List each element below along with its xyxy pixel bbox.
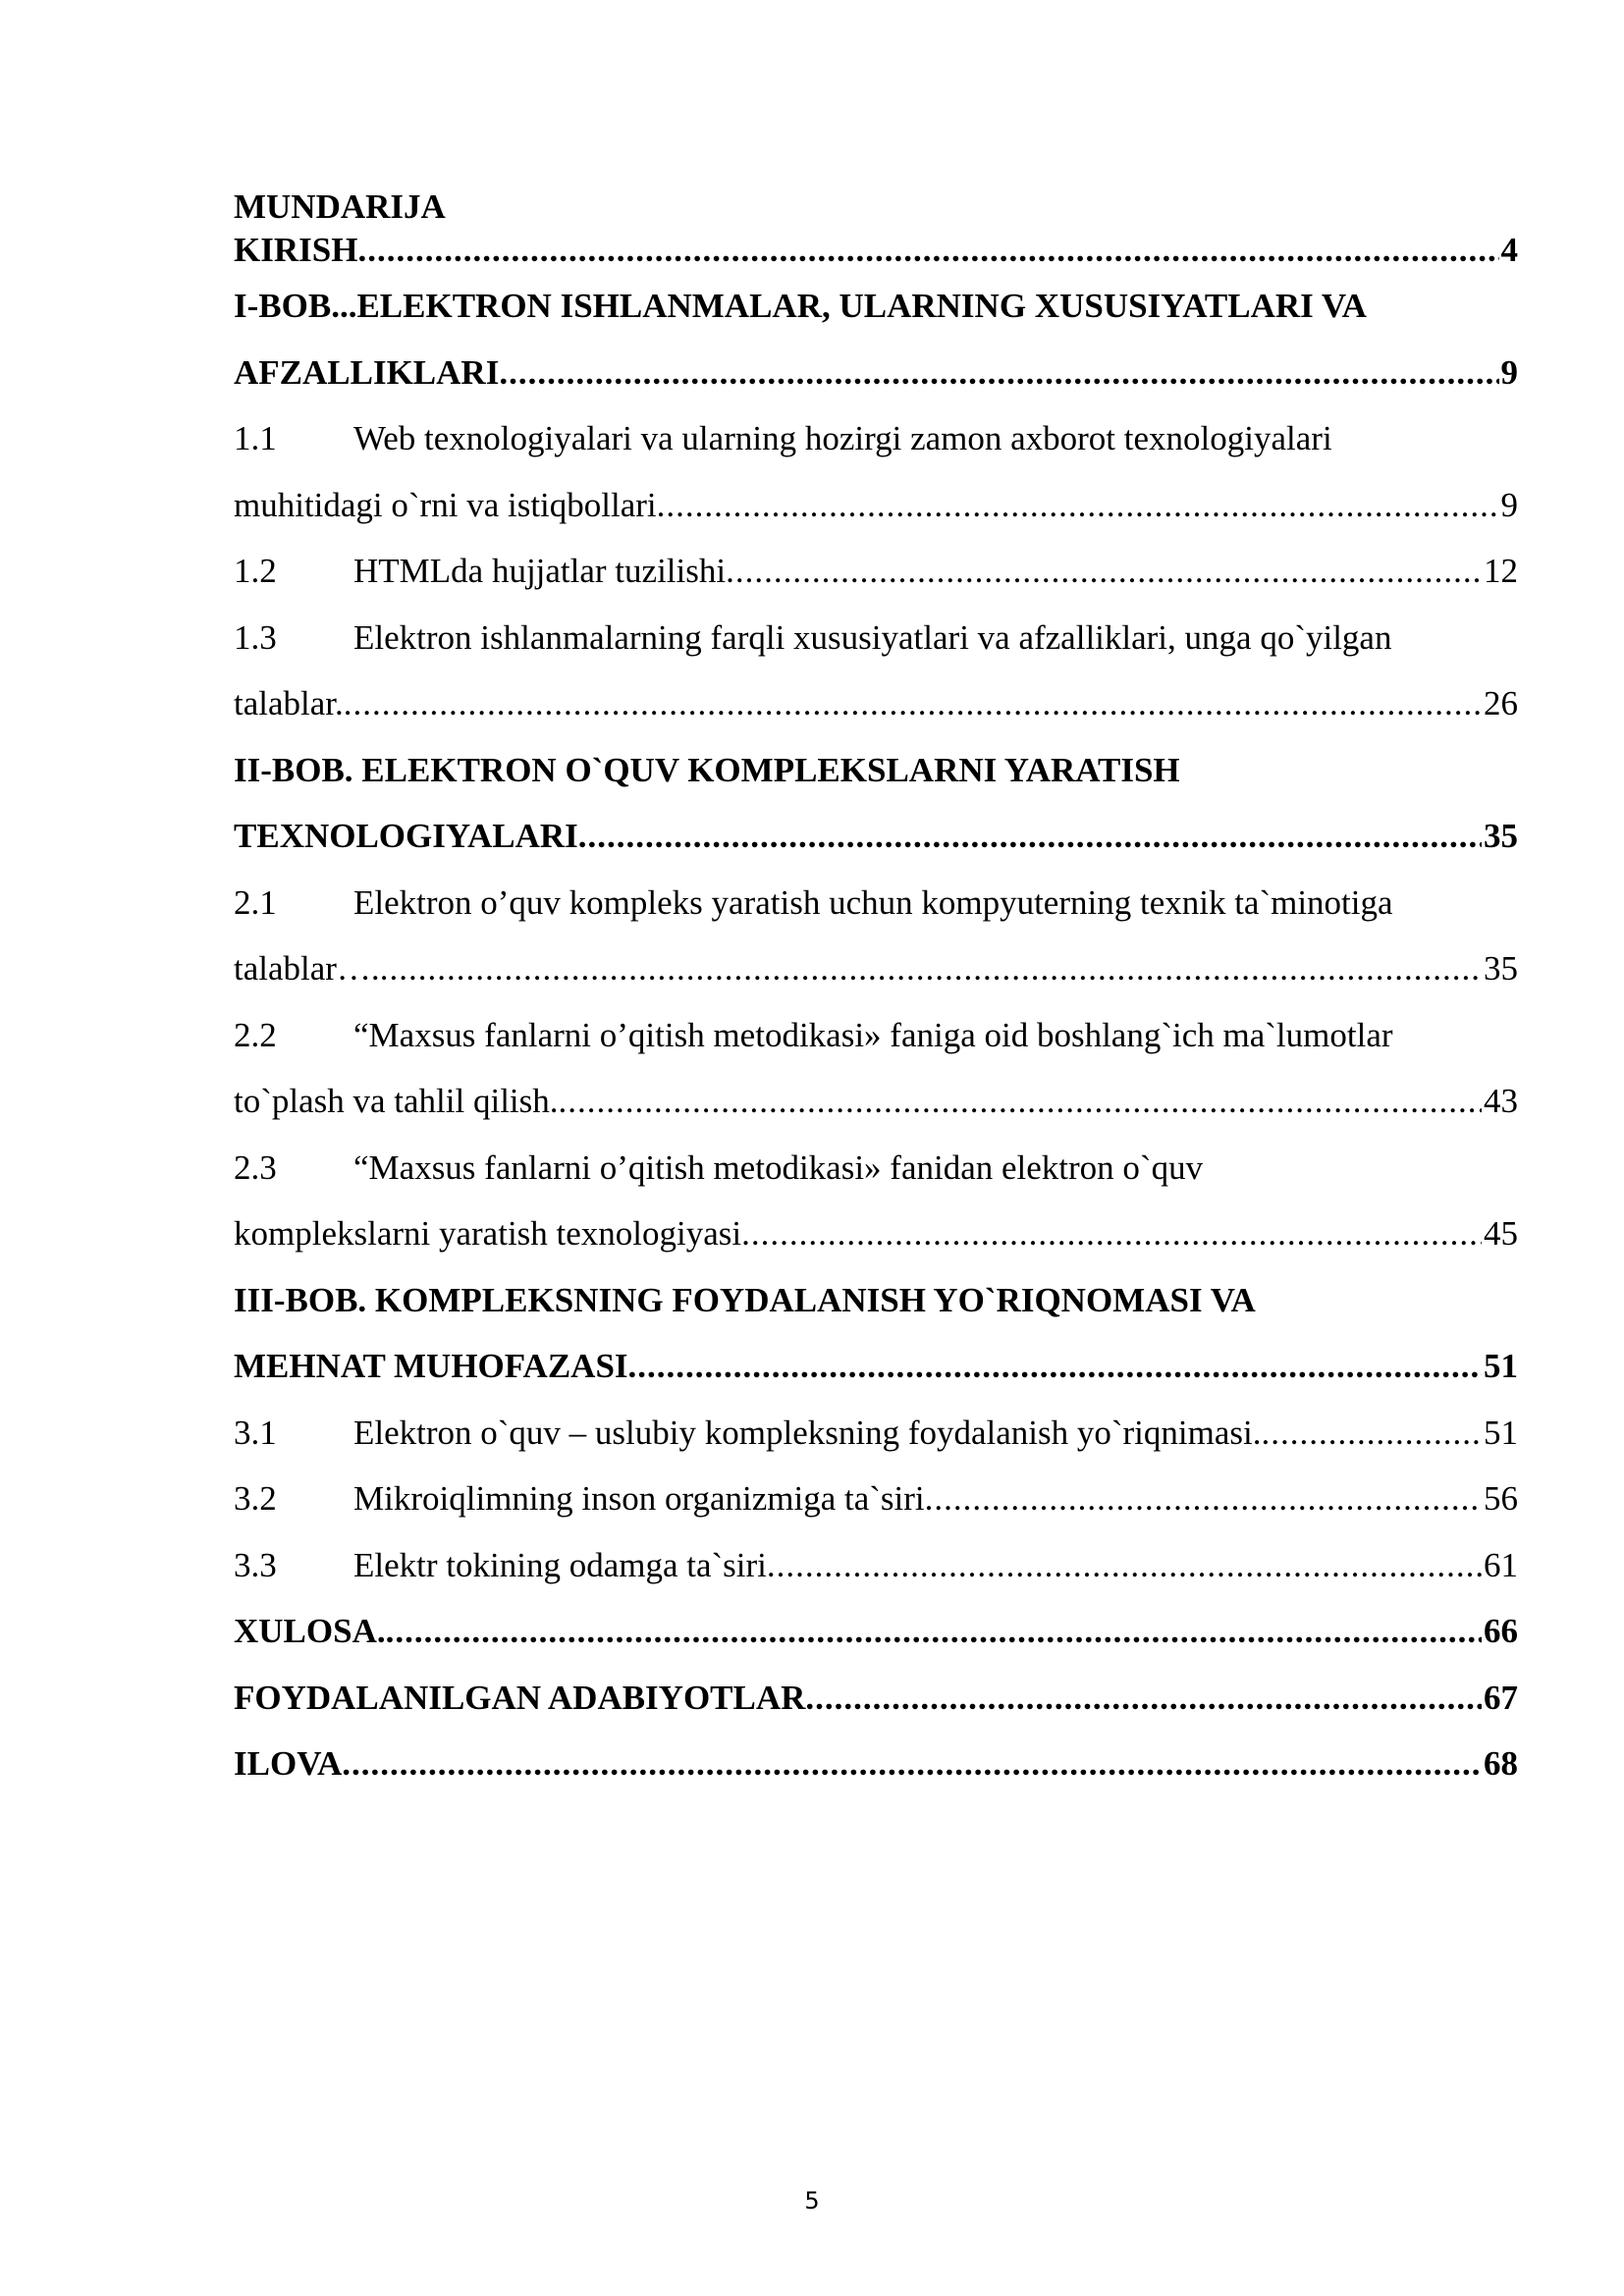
toc-section-number: 1.3 — [234, 617, 277, 657]
toc-entry-1-3-line1[interactable] — [234, 605, 1518, 671]
toc-section-number: 3.1 — [234, 1413, 277, 1452]
toc-entry-1-1-line2[interactable] — [234, 472, 1518, 539]
dot-leader — [380, 935, 1482, 1002]
dot-leader — [559, 1068, 1482, 1135]
toc-entry-text: Elektron ishlanmalarning farqli xususiyatlari va afzalliklari, unga qo`yilgan — [353, 617, 1392, 657]
toc-page-number: 56 — [1484, 1479, 1518, 1518]
toc-section-number: 1.2 — [234, 552, 277, 590]
toc-entry-chapter-2-line1[interactable] — [234, 737, 1518, 804]
toc-entry-chapter-1-line2[interactable] — [234, 340, 1518, 406]
toc-entry-chapter-2-line2[interactable] — [234, 803, 1518, 870]
toc-entry-text: Elektron o`quv – uslubiy kompleksning foydalanish yo`riqnimasi. — [353, 1413, 1262, 1452]
toc-section-number: 3.2 — [234, 1479, 277, 1518]
toc-entry-2-3-line1[interactable] — [234, 1135, 1518, 1201]
dot-leader — [344, 670, 1482, 737]
toc-entry-chapter-1-line1[interactable] — [234, 273, 1518, 340]
toc-page-number: 35 — [1484, 817, 1518, 855]
toc-entry-2-1-line1[interactable] — [234, 870, 1518, 936]
toc-entry-text: muhitidagi o`rni va istiqbollari — [234, 485, 657, 524]
toc-entry-text: AFZALLIKLARI — [234, 352, 500, 392]
dot-leader — [386, 1598, 1482, 1665]
toc-page-number: 51 — [1484, 1347, 1518, 1385]
dot-leader — [925, 1466, 1482, 1532]
toc-entry-text: I-BOB...ELEKTRON ISHLANMALAR, ULARNING XUSUSIYATLARI VA — [234, 287, 1367, 325]
dot-leader — [741, 1201, 1482, 1267]
toc-entry-text: talablar. — [234, 684, 344, 722]
toc-entry-1-2[interactable] — [234, 538, 1518, 605]
page-number: 5 — [804, 2187, 820, 2215]
dot-leader — [767, 1532, 1482, 1599]
dot-leader — [578, 803, 1482, 870]
toc-section-number: 1.1 — [234, 419, 277, 457]
toc-page-number: 9 — [1500, 352, 1518, 392]
table-of-contents — [234, 187, 1518, 1797]
toc-entry-text: komplekslarni yaratish texnologiyasi — [234, 1214, 742, 1253]
toc-entry-3-1[interactable] — [234, 1400, 1518, 1467]
toc-section-number: 2.3 — [234, 1148, 277, 1187]
toc-title: MUNDARIJA — [234, 187, 446, 226]
toc-page-number: 43 — [1484, 1082, 1518, 1120]
toc-section-number: 3.3 — [234, 1545, 277, 1584]
dot-leader — [1261, 1400, 1482, 1467]
toc-page-number: 67 — [1484, 1678, 1518, 1717]
toc-entry-text: Web texnologiyalari va ularning hozirgi zamon axborot texnologiyalari — [353, 419, 1332, 457]
dot-leader — [499, 340, 1498, 406]
toc-section-number: 2.1 — [234, 882, 277, 922]
toc-entry-xulosa[interactable] — [234, 1598, 1518, 1665]
toc-entry-text: Mikroiqlimning inson organizmiga ta`siri — [353, 1479, 925, 1518]
dot-leader — [342, 1731, 1482, 1797]
toc-entry-2-2-line1[interactable] — [234, 1002, 1518, 1069]
dot-leader — [628, 1333, 1482, 1400]
toc-entry-text: Elektr tokining odamga ta`siri — [353, 1545, 767, 1584]
toc-entry-1-3-line2[interactable] — [234, 670, 1518, 737]
toc-entry-3-2[interactable] — [234, 1466, 1518, 1532]
toc-page-number: 51 — [1484, 1413, 1518, 1452]
toc-entry-2-3-line2[interactable] — [234, 1201, 1518, 1267]
toc-page-number: 66 — [1484, 1612, 1518, 1650]
toc-entry-text: FOYDALANILGAN ADABIYOTLAR — [234, 1678, 806, 1717]
toc-page-number: 35 — [1484, 949, 1518, 988]
toc-entry-text: MEHNAT MUHOFAZASI — [234, 1347, 628, 1385]
toc-entry-text: “Maxsus fanlarni o’qitish metodikasi» faniga oid boshlang`ich ma`lumotlar — [353, 1015, 1393, 1054]
toc-entry-text: TEXNOLOGIYALARI — [234, 817, 578, 855]
toc-entry-text: HTMLda hujjatlar tuzilishi — [353, 552, 727, 590]
toc-page-number: 68 — [1484, 1744, 1518, 1783]
toc-entry-text: talablar…. — [234, 949, 380, 988]
dot-leader — [357, 228, 1498, 273]
toc-page-number: 45 — [1484, 1214, 1518, 1253]
toc-entry-adabiyotlar[interactable] — [234, 1665, 1518, 1732]
toc-entry-text: II-BOB. ELEKTRON O`QUV KOMPLEKSLARNI YARATISH — [234, 750, 1180, 789]
toc-entry-text: Elektron o’quv kompleks yaratish uchun kompyuterning texnik ta`minotiga — [353, 882, 1393, 922]
toc-entry-3-3[interactable] — [234, 1532, 1518, 1599]
toc-entry-ilova[interactable] — [234, 1731, 1518, 1797]
dot-leader — [657, 472, 1499, 539]
toc-section-number: 2.2 — [234, 1015, 277, 1054]
toc-entry-text: III-BOB. KOMPLEKSNING FOYDALANISH YO`RIQNOMASI VA — [234, 1280, 1256, 1319]
toc-entry-2-2-line2[interactable] — [234, 1068, 1518, 1135]
toc-page-number: 26 — [1484, 684, 1518, 722]
toc-page-number: 61 — [1484, 1545, 1518, 1584]
toc-page-number: 9 — [1500, 485, 1518, 524]
toc-entry-text: XULOSA. — [234, 1612, 386, 1650]
toc-entry-text: to`plash va tahlil qilish. — [234, 1082, 559, 1120]
toc-page-number: 12 — [1484, 552, 1518, 590]
toc-entry-2-1-line2[interactable] — [234, 935, 1518, 1002]
toc-entry-1-1-line1[interactable] — [234, 405, 1518, 472]
toc-entry-text: ILOVA — [234, 1744, 343, 1783]
toc-entry-kirish[interactable] — [234, 228, 1518, 273]
toc-entry-text: “Maxsus fanlarni o’qitish metodikasi» fanidan elektron o`quv — [353, 1148, 1204, 1187]
dot-leader — [805, 1665, 1482, 1732]
toc-page-number: 4 — [1500, 231, 1518, 269]
toc-entry-chapter-3-line1[interactable] — [234, 1267, 1518, 1334]
toc-entry-chapter-3-line2[interactable] — [234, 1333, 1518, 1400]
dot-leader — [726, 538, 1482, 605]
toc-entry-text: KIRISH — [234, 231, 358, 269]
